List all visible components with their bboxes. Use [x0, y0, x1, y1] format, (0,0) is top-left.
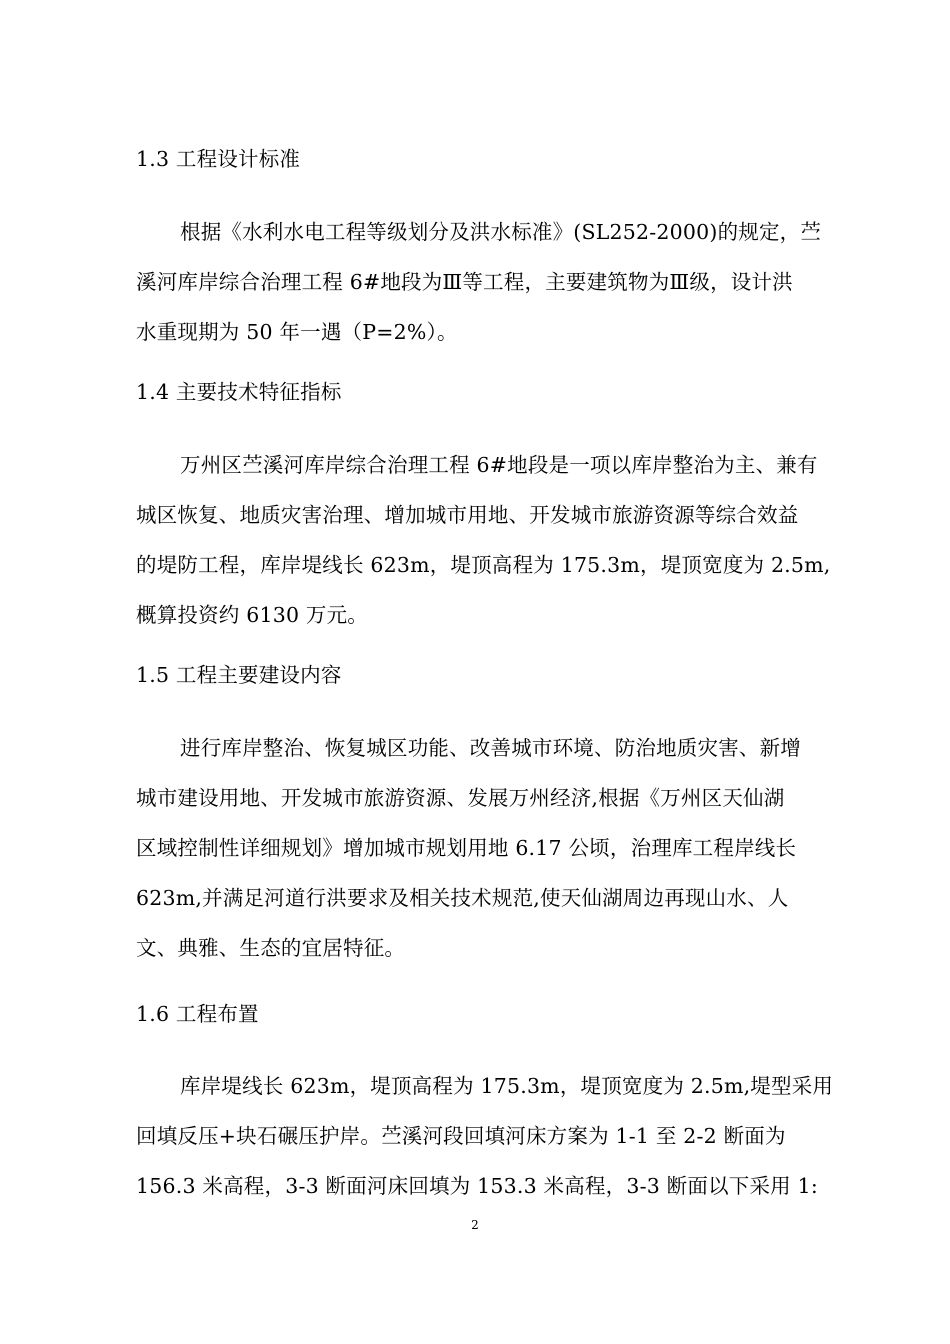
paragraph-line: 文、典雅、生态的宜居特征。: [136, 936, 406, 960]
paragraph-line: 进行库岸整治、恢复城区功能、改善城市环境、防治地质灾害、新增: [180, 736, 801, 760]
section-heading-1-6: 1.6 工程布置: [136, 1002, 259, 1026]
paragraph-line: 水重现期为 50 年一遇（P=2%）。: [136, 320, 458, 344]
paragraph-line: 区域控制性详细规划》增加城市规划用地 6.17 公顷，治理库工程岸线长: [136, 836, 797, 860]
paragraph-line: 根据《水利水电工程等级划分及洪水标准》(SL252-2000)的规定，苎: [180, 220, 822, 244]
paragraph-line: 库岸堤线长 623m，堤顶高程为 175.3m，堤顶宽度为 2.5m,堤型采用: [180, 1074, 834, 1098]
section-heading-1-3: 1.3 工程设计标准: [136, 147, 301, 171]
paragraph-line: 城区恢复、地质灾害治理、增加城市用地、开发城市旅游资源等综合效益: [136, 503, 799, 527]
section-heading-1-4: 1.4 主要技术特征指标: [136, 380, 342, 404]
paragraph-line: 的堤防工程，库岸堤线长 623m，堤顶高程为 175.3m，堤顶宽度为 2.5m,: [136, 553, 831, 577]
section-heading-1-5: 1.5 工程主要建设内容: [136, 663, 342, 687]
paragraph-line: 156.3 米高程，3-3 断面河床回填为 153.3 米高程，3-3 断面以下采用 1:: [136, 1174, 818, 1198]
paragraph-line: 溪河库岸综合治理工程 6#地段为Ⅲ等工程，主要建筑物为Ⅲ级，设计洪: [136, 270, 793, 294]
paragraph-line: 城市建设用地、开发城市旅游资源、发展万州经济,根据《万州区天仙湖: [136, 786, 785, 810]
paragraph-line: 回填反压+块石碾压护岸。苎溪河段回填河床方案为 1-1 至 2-2 断面为: [136, 1124, 786, 1148]
paragraph-line: 概算投资约 6130 万元。: [136, 603, 369, 627]
paragraph-line: 623m,并满足河道行洪要求及相关技术规范,使天仙湖周边再现山水、人: [136, 886, 789, 910]
paragraph-line: 万州区苎溪河库岸综合治理工程 6#地段是一项以库岸整治为主、兼有: [180, 453, 818, 477]
page-number: 2: [471, 1218, 479, 1232]
